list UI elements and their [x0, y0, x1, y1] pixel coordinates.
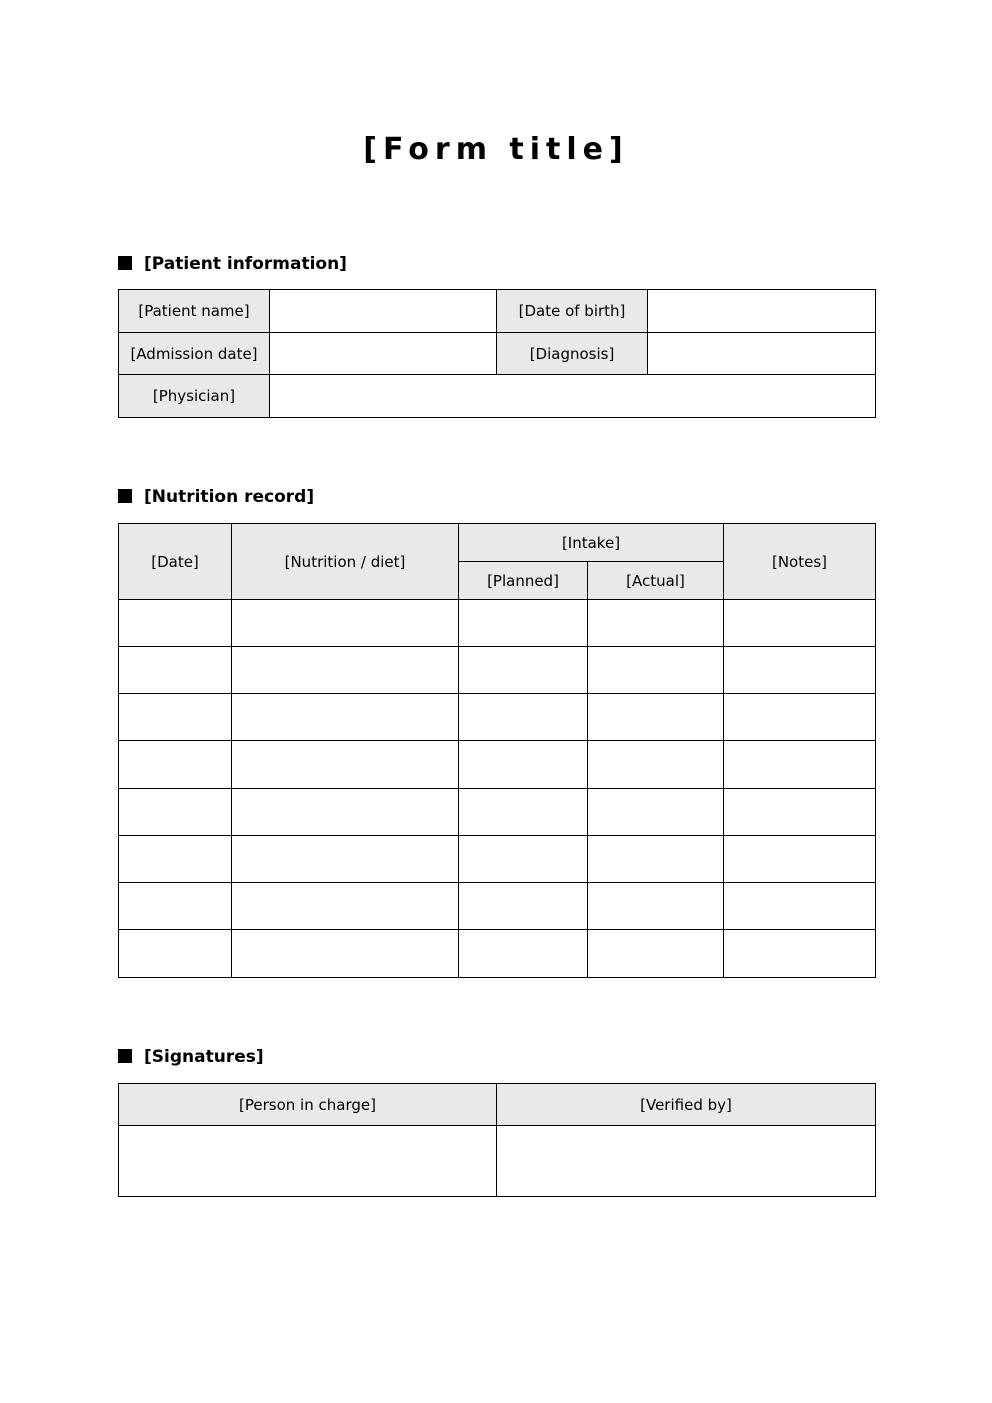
- planned-cell[interactable]: [459, 600, 588, 647]
- col-header-planned: [Planned]: [459, 562, 588, 600]
- date-cell[interactable]: [119, 694, 232, 741]
- signature-table: [118, 1083, 876, 1197]
- planned-cell[interactable]: [459, 647, 588, 694]
- manager-label: [Person in charge]: [119, 1084, 497, 1126]
- birthdate-label: [Date of birth]: [497, 290, 648, 333]
- table-row: [119, 883, 876, 930]
- planned-cell[interactable]: [459, 694, 588, 741]
- patient-row-1: [119, 290, 876, 333]
- manager-signature-field[interactable]: [119, 1126, 497, 1197]
- document-title: [Form title]: [363, 132, 629, 167]
- patient-row-2: [119, 333, 876, 375]
- notes-cell[interactable]: [724, 600, 876, 647]
- diet-cell[interactable]: [232, 600, 459, 647]
- confirmer-label: [Verified by]: [497, 1084, 876, 1126]
- col-header-diet: [Nutrition / diet]: [232, 524, 459, 600]
- actual-cell[interactable]: [588, 694, 724, 741]
- patient-row-3: [119, 375, 876, 418]
- table-row: [119, 741, 876, 789]
- table-row: [119, 930, 876, 978]
- planned-cell[interactable]: [459, 741, 588, 789]
- diet-cell[interactable]: [232, 883, 459, 930]
- physician-label: [Physician]: [119, 375, 270, 418]
- physician-field[interactable]: [270, 375, 876, 418]
- signature-header-row: [119, 1084, 876, 1126]
- confirmer-signature-field[interactable]: [497, 1126, 876, 1197]
- notes-cell[interactable]: [724, 930, 876, 978]
- diet-cell[interactable]: [232, 741, 459, 789]
- patient-name-field[interactable]: [270, 290, 497, 333]
- diet-cell[interactable]: [232, 930, 459, 978]
- date-cell[interactable]: [119, 883, 232, 930]
- table-row: [119, 600, 876, 647]
- planned-cell[interactable]: [459, 836, 588, 883]
- diet-cell[interactable]: [232, 647, 459, 694]
- diagnosis-label: [Diagnosis]: [497, 333, 648, 375]
- actual-cell[interactable]: [588, 600, 724, 647]
- notes-cell[interactable]: [724, 694, 876, 741]
- square-bullet-icon: [118, 1049, 132, 1063]
- date-cell[interactable]: [119, 930, 232, 978]
- patient-info-table: [118, 289, 876, 418]
- notes-cell[interactable]: [724, 836, 876, 883]
- admission-date-field[interactable]: [270, 333, 497, 375]
- patient-info-heading: [118, 254, 347, 274]
- table-row: [119, 789, 876, 836]
- col-header-notes: [Notes]: [724, 524, 876, 600]
- planned-cell[interactable]: [459, 930, 588, 978]
- notes-cell[interactable]: [724, 741, 876, 789]
- date-cell[interactable]: [119, 647, 232, 694]
- notes-cell[interactable]: [724, 789, 876, 836]
- date-cell[interactable]: [119, 789, 232, 836]
- date-cell[interactable]: [119, 836, 232, 883]
- actual-cell[interactable]: [588, 930, 724, 978]
- actual-cell[interactable]: [588, 647, 724, 694]
- actual-cell[interactable]: [588, 789, 724, 836]
- table-row: [119, 647, 876, 694]
- diagnosis-field[interactable]: [648, 333, 876, 375]
- signature-row: [119, 1126, 876, 1197]
- actual-cell[interactable]: [588, 836, 724, 883]
- date-cell[interactable]: [119, 600, 232, 647]
- patient-name-label: [Patient name]: [119, 290, 270, 333]
- birthdate-field[interactable]: [648, 290, 876, 333]
- square-bullet-icon: [118, 489, 132, 503]
- square-bullet-icon: [118, 256, 132, 270]
- notes-cell[interactable]: [724, 647, 876, 694]
- planned-cell[interactable]: [459, 789, 588, 836]
- nutrition-header-row-1: [119, 524, 876, 562]
- diet-cell[interactable]: [232, 836, 459, 883]
- col-header-intake: [Intake]: [459, 524, 724, 562]
- table-row: [119, 836, 876, 883]
- notes-cell[interactable]: [724, 883, 876, 930]
- planned-cell[interactable]: [459, 883, 588, 930]
- signature-heading: [118, 1047, 264, 1067]
- table-row: [119, 694, 876, 741]
- patient-info-heading-text: [Patient information]: [144, 254, 347, 274]
- nutrition-record-heading-text: [Nutrition record]: [144, 487, 315, 507]
- nutrition-record-table: [118, 523, 876, 978]
- col-header-date: [Date]: [119, 524, 232, 600]
- diet-cell[interactable]: [232, 694, 459, 741]
- nutrition-record-heading: [118, 487, 314, 507]
- actual-cell[interactable]: [588, 883, 724, 930]
- diet-cell[interactable]: [232, 789, 459, 836]
- admission-date-label: [Admission date]: [119, 333, 270, 375]
- actual-cell[interactable]: [588, 741, 724, 789]
- signature-heading-text: [Signatures]: [144, 1047, 264, 1067]
- col-header-actual: [Actual]: [588, 562, 724, 600]
- date-cell[interactable]: [119, 741, 232, 789]
